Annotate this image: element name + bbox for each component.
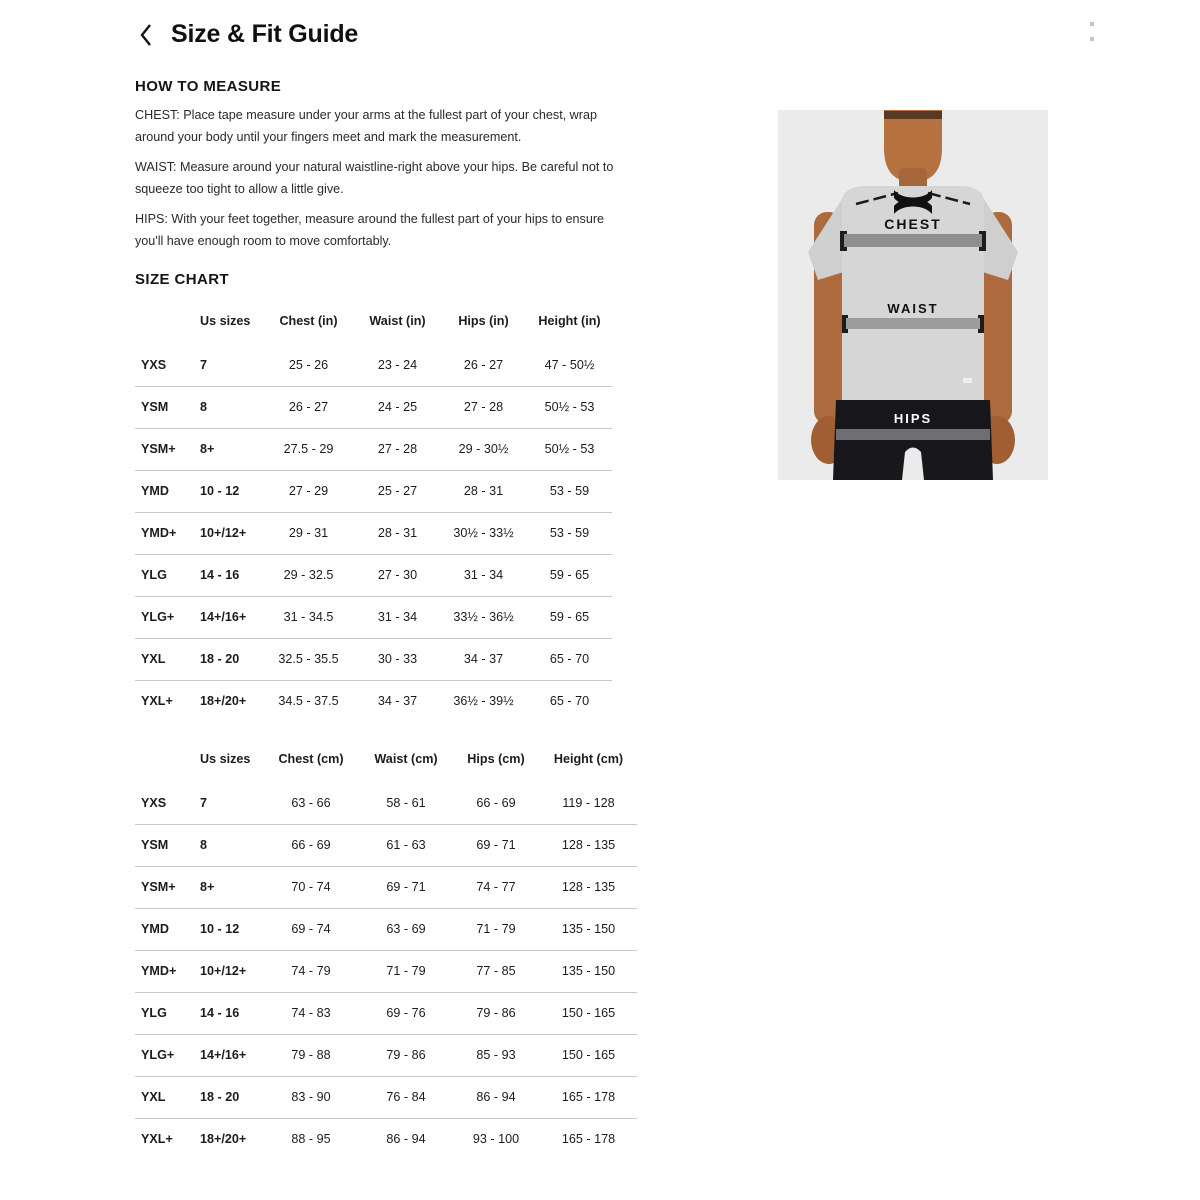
size-code: YLG+ [135, 1034, 200, 1076]
size-value: 74 - 79 [262, 950, 360, 992]
size-code: YXL [135, 638, 200, 680]
size-value: 50½ - 53 [527, 386, 612, 428]
size-value: 79 - 88 [262, 1034, 360, 1076]
size-value: 26 - 27 [463, 357, 504, 372]
size-value: 58 - 61 [386, 795, 426, 810]
size-value: 50½ - 53 [527, 428, 612, 470]
size-value: 70 - 74 [262, 866, 360, 908]
size-value: 32.5 - 35.5 [262, 638, 355, 680]
size-table-cm [135, 748, 637, 1160]
size-value: 8 [200, 824, 262, 866]
hips-label: HIPS [893, 411, 933, 426]
size-table-inches [135, 310, 612, 722]
size-value: 135 - 150 [540, 950, 637, 992]
size-row [135, 554, 612, 596]
size-code: YXL [135, 1076, 200, 1118]
size-value: 26 - 27 [262, 386, 355, 428]
size-value: 71 - 79 [360, 950, 452, 992]
size-value: 150 - 165 [540, 1034, 637, 1076]
column-header: Us sizes [200, 314, 251, 328]
how-to-measure-heading: HOW TO MEASURE [135, 78, 282, 95]
size-chart-heading: SIZE CHART [135, 271, 229, 288]
size-value: 85 - 93 [452, 1034, 540, 1076]
size-code: YMD+ [135, 950, 200, 992]
size-value: 10+/12+ [200, 512, 262, 554]
size-value: 88 - 95 [262, 1118, 360, 1160]
size-guide-photo [778, 110, 1048, 480]
size-value: 29 - 30½ [440, 428, 527, 470]
size-value: 25 - 26 [288, 357, 329, 372]
column-header: Height (cm) [553, 752, 624, 766]
size-value: 33½ - 36½ [440, 596, 527, 638]
size-code: YLG [135, 554, 200, 596]
size-row [135, 1076, 637, 1118]
size-value: 69 - 74 [262, 908, 360, 950]
size-value: 165 - 178 [540, 1118, 637, 1160]
size-value: 18 - 20 [200, 1076, 262, 1118]
size-value: 8 [200, 386, 262, 428]
measure-instructions [135, 104, 627, 260]
size-value: 27 - 29 [262, 470, 355, 512]
eyes-crop [884, 111, 942, 119]
column-header [135, 310, 200, 344]
size-row [135, 470, 612, 512]
size-row [135, 386, 612, 428]
size-code: YLG+ [135, 596, 200, 638]
size-code: YXS [141, 795, 167, 810]
size-value: 59 - 65 [527, 554, 612, 596]
size-row [135, 680, 612, 722]
chest-band [844, 234, 982, 247]
size-value: 31 - 34 [355, 596, 440, 638]
back-chevron-icon[interactable] [138, 22, 154, 48]
size-code: YMD+ [135, 512, 200, 554]
size-value: 31 - 34 [440, 554, 527, 596]
size-row [135, 1034, 637, 1076]
size-value: 7 [200, 795, 208, 810]
size-value: 14 - 16 [200, 554, 262, 596]
size-value: 18 - 20 [200, 638, 262, 680]
size-value: 86 - 94 [452, 1076, 540, 1118]
column-header: Waist (cm) [374, 752, 438, 766]
column-header: Height (in) [538, 314, 601, 328]
size-value: 165 - 178 [540, 1076, 637, 1118]
size-code: YMD [135, 470, 200, 512]
size-row [135, 638, 612, 680]
size-value: 93 - 100 [452, 1118, 540, 1160]
size-value: 36½ - 39½ [440, 680, 527, 722]
column-header: Hips (cm) [467, 752, 525, 766]
size-value: 18+/20+ [200, 680, 262, 722]
hips-band [836, 429, 990, 440]
table-header-row [135, 748, 637, 782]
size-value: 34.5 - 37.5 [262, 680, 355, 722]
size-value: 23 - 24 [377, 357, 418, 372]
size-value: 69 - 76 [360, 992, 452, 1034]
size-row [135, 824, 637, 866]
size-value: 53 - 59 [527, 512, 612, 554]
size-value: 83 - 90 [262, 1076, 360, 1118]
size-value: 86 - 94 [360, 1118, 452, 1160]
size-value: 30½ - 33½ [440, 512, 527, 554]
size-value: 63 - 69 [360, 908, 452, 950]
size-code: YXL+ [135, 1118, 200, 1160]
size-value: 79 - 86 [360, 1034, 452, 1076]
size-value: 8+ [200, 428, 262, 470]
size-value: 29 - 32.5 [262, 554, 355, 596]
size-value: 34 - 37 [355, 680, 440, 722]
size-value: 29 - 31 [262, 512, 355, 554]
waist-band [846, 318, 980, 329]
size-value: 14+/16+ [200, 596, 262, 638]
size-code: YSM [135, 824, 200, 866]
size-code: YXS [141, 357, 167, 372]
size-value: 10 - 12 [200, 470, 262, 512]
size-value: 28 - 31 [440, 470, 527, 512]
size-value: 10+/12+ [200, 950, 262, 992]
size-value: 71 - 79 [452, 908, 540, 950]
size-value: 66 - 69 [476, 795, 516, 810]
waist-instruction: WAIST: Measure around your natural waistline-right above your hips. Be careful not to squeeze too tight to allow a little give. [135, 160, 614, 196]
size-value: 25 - 27 [355, 470, 440, 512]
size-value: 79 - 86 [452, 992, 540, 1034]
size-value: 47 - 50½ [544, 357, 595, 372]
size-value: 14+/16+ [200, 1034, 262, 1076]
size-value: 7 [200, 357, 208, 372]
size-value: 69 - 71 [452, 824, 540, 866]
size-value: 65 - 70 [527, 680, 612, 722]
size-code: YSM+ [135, 428, 200, 470]
column-header: Us sizes [200, 752, 251, 766]
size-value: 119 - 128 [562, 795, 615, 810]
size-value: 150 - 165 [540, 992, 637, 1034]
size-value: 76 - 84 [360, 1076, 452, 1118]
size-value: 128 - 135 [540, 866, 637, 908]
size-value: 28 - 31 [355, 512, 440, 554]
page-header [138, 20, 358, 49]
size-value: 63 - 66 [291, 795, 331, 810]
size-value: 27 - 28 [440, 386, 527, 428]
size-value: 74 - 83 [262, 992, 360, 1034]
size-value: 66 - 69 [262, 824, 360, 866]
size-value: 128 - 135 [540, 824, 637, 866]
size-row [135, 428, 612, 470]
size-value: 10 - 12 [200, 908, 262, 950]
size-value: 135 - 150 [540, 908, 637, 950]
size-value: 74 - 77 [452, 866, 540, 908]
size-row [135, 866, 637, 908]
size-value: 65 - 70 [527, 638, 612, 680]
size-value: 27 - 28 [355, 428, 440, 470]
size-code: YSM [135, 386, 200, 428]
size-row [135, 1118, 637, 1160]
size-row [135, 596, 612, 638]
faint-artifact-dot [1090, 37, 1094, 41]
chevron-left-icon [138, 22, 154, 48]
table-header-row [135, 310, 612, 344]
size-value: 14 - 16 [200, 992, 262, 1034]
hips-instruction: HIPS: With your feet together, measure around the fullest part of your hips to ensure you'll have enough room to move comfortably. [135, 212, 605, 248]
size-value: 27.5 - 29 [262, 428, 355, 470]
page-title: Size & Fit Guide [171, 20, 359, 48]
size-value: 8+ [200, 866, 262, 908]
size-row [135, 950, 637, 992]
size-value: 27 - 30 [355, 554, 440, 596]
faint-artifact-dot [1090, 22, 1094, 26]
column-header [135, 748, 200, 782]
size-value: 18+/20+ [200, 1118, 262, 1160]
size-value: 30 - 33 [355, 638, 440, 680]
size-row [135, 992, 637, 1034]
size-code: YLG [135, 992, 200, 1034]
size-value: 61 - 63 [360, 824, 452, 866]
chest-label: CHEST [884, 216, 942, 232]
chest-instruction: CHEST: Place tape measure under your arms at the fullest part of your chest, wrap around your body until your fingers meet and mark the measurement. [135, 108, 597, 144]
size-value: 69 - 71 [360, 866, 452, 908]
size-row [135, 512, 612, 554]
shirt-tag [963, 378, 972, 383]
size-code: YXL+ [135, 680, 200, 722]
size-row [135, 782, 637, 824]
size-value: 59 - 65 [527, 596, 612, 638]
size-row [135, 344, 612, 386]
size-value: 53 - 59 [527, 470, 612, 512]
column-header: Chest (cm) [278, 752, 344, 766]
size-code: YSM+ [135, 866, 200, 908]
size-value: 34 - 37 [440, 638, 527, 680]
size-value: 77 - 85 [452, 950, 540, 992]
size-value: 24 - 25 [355, 386, 440, 428]
size-code: YMD [135, 908, 200, 950]
column-header: Hips (in) [458, 314, 509, 328]
waist-label: WAIST [887, 301, 939, 316]
column-header: Waist (in) [369, 314, 426, 328]
size-value: 31 - 34.5 [262, 596, 355, 638]
column-header: Chest (in) [279, 314, 338, 328]
size-row [135, 908, 637, 950]
